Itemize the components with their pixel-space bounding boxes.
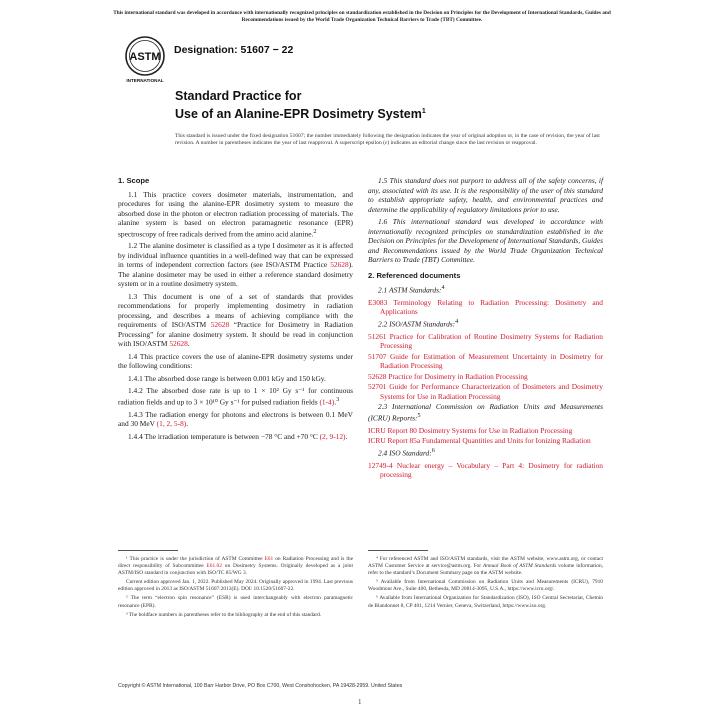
para-1-6: 1.6 This international standard was developed in accordance with internationally recognized principles on standardization established in the Decision on Principles for the Development of International Standards, Guides and Recommendations issued by the World Trade Organization Technical Barriers to Trade (TBT) Committee. [368,217,603,264]
document-title [175,89,426,122]
para-1-2 [118,241,353,289]
reference-entry [368,436,603,446]
reference-entry [368,352,603,371]
reference-entry [368,372,603,382]
footnote-4-text-a: ⁴ For referenced ASTM and ISO/ASTM standards, visit the ASTM website, www.astm.org, or contact ASTM Customer Service at service@astm.org. For [368,556,603,570]
reference-title-link[interactable]: Fundamental Quantities and Units for Ionizing Radiation [422,436,591,446]
reference-code-link[interactable]: 52701 [368,382,387,392]
reference-title-link[interactable]: Practice for Calibration of Routine Dosimetry Systems for Radiation Processing [380,331,603,351]
icru-ref-list [368,426,603,446]
para-1-4-3-text-b: . [186,419,189,429]
bib-link[interactable]: (2, 9-12) [319,431,346,441]
astm-ref-list [368,298,603,317]
para-1-3 [118,292,353,349]
footnote-4-text-b: volume information, refer to the standard’s Document Summary page on the ASTM website. [368,563,603,577]
right-column [368,176,603,481]
para-1-3-text-b: “Practice for Dosimetry in Radiation Processing” for alanine dosimetry system. It should be read in conjunction with ISO/ASTM [118,320,354,349]
ref-link-52628[interactable]: 52628 [330,260,349,270]
footnote-mark-4[interactable]: 4 [455,318,459,325]
bib-link[interactable]: (1, 2, 5-8) [156,419,187,429]
isoastm-standards-label-text: 2.2 ISO/ASTM Standards: [378,319,456,329]
title-footnote-mark[interactable]: 1 [421,108,426,115]
footnote-4 [368,556,603,577]
referenced-documents-heading: 2. Referenced documents [368,270,461,280]
icru-reports-label-text: 2.3 International Commission on Radiation Units and Measurements (ICRU) Reports: [368,402,603,423]
para-1-2-text-b: ). The alanine dosimeter may be used in either a reference standard dosimetry system or in a routine dosimetry system. [118,260,353,289]
para-1-4-4 [118,432,353,442]
footnote-6: ⁶ Available from International Organization for Standardization (ISO), ISO Central Secretariat, Chemin de Blandonnet 8, CP 401, 1214 Vernier, Geneva, Switzerland, https://www.iso.org. [368,595,603,609]
reference-entry [368,298,603,317]
astm-standards-label-text: 2.1 ASTM Standards: [378,285,442,295]
logo-subtext: INTERNATIONAL [126,78,164,83]
reference-code-link[interactable]: E3083 [368,297,388,307]
footnote-3: ³ The boldface numbers in parentheses refer to the bibliography at the end of this standard. [126,611,322,618]
title-text: Use of an Alanine-EPR Dosimetry System [175,107,422,122]
astm-logo-icon [120,34,170,84]
reference-code-link[interactable]: 51261 [368,331,387,341]
para-1-4: 1.4 This practice covers the use of alanine-EPR dosimetry systems under the following conditions: [118,351,353,371]
copyright-line: Copyright © ASTM International, 100 Barr Harbor Drive, PO Box C700, West Conshohocken, PA 19428-2959. United States [118,683,403,689]
footnote-1 [118,556,353,577]
reference-entry [368,332,603,351]
footnote-mark-6[interactable]: 6 [431,447,435,454]
reference-entry [368,461,603,480]
reference-title-link[interactable]: Practice for Dosimetry in Radiation Processing [388,371,528,381]
logo-text: ASTM [129,51,161,63]
reference-code-link[interactable]: 51707 [368,351,387,361]
ref-link-52628[interactable]: 52628 [210,320,230,330]
para-1-4-2-text-b: . [334,397,337,407]
footnote-mark-3[interactable]: 3 [336,396,340,403]
para-1-1-text: 1.1 This practice covers dosimeter materials, instrumentation, and procedures for using the alanine-EPR dosimetry system to measure the absorbed dose in the photon or electron radiation processing of materials. The alanine system is based on electron paramagnetic resonance (EPR) spectroscopy of free radicals derived from the amino acid alanine. [118,189,353,238]
para-1-4-1: 1.4.1 The absorbed dose range is between 0.001 kGy and 150 kGy. [128,373,326,383]
iso-standard-label-text: 2.4 ISO Standard: [378,448,432,458]
isoastm-standards-label [368,318,603,329]
footnote-1-text-b: on Radiation Processing and is the direct responsibility of Subcommittee [118,556,353,570]
para-1-3-text-c: . [187,339,190,349]
ref-link-52628[interactable]: 52628 [169,339,188,349]
reference-title-link[interactable]: Guide for Estimation of Measurement Uncertainty in Dosimetry for Radiation Processing [380,351,603,371]
footnotes-left [118,556,353,621]
reference-title-link[interactable]: Guide for Performance Characterization of Dosimeters and Dosimetry Systems for Use in Radiation Processing [380,382,603,401]
reference-title-link[interactable]: Terminology Relating to Radiation Processing: Dosimetry and Applications [380,297,603,317]
left-column [118,176,353,444]
reference-title-link[interactable]: Nuclear energy – Vocabulary – Part 4: Dosimetry for radiation processing [380,460,603,480]
reference-entry [368,382,603,401]
tbt-notice: This international standard was developed in accordance with internationally recognized principles on standardization established in the Decision on Principles for the Development of International Standards, Guides and Recommendations issued by the World Trade Organization Technical Barriers to Trade (TBT) Committee. [113,10,611,23]
reference-entry [368,426,603,436]
reference-code-link[interactable]: ICRU Report 80 [368,425,417,435]
footnote-mark-4[interactable]: 4 [441,285,445,291]
title-line-1: Standard Practice for [175,89,302,103]
issuance-note: This standard is issued under the fixed designation 51607; the number immediately following the designation indicates the year of original adoption or, in the case of revision, the year of last revision. A number in parentheses indicates the year of last reapproval. A superscript epsilon (ε) indicates an editorial change since the last revision or reapproval. [175,133,600,147]
para-1-3-text-a: 1.3 This document is one of a set of standards that provides recommendations for properly implementing dosimetry in radiation processing, and describes a means of achieving compliance with the requirements of ISO/ASTM [118,291,353,330]
reference-code-link[interactable]: 52628 [368,371,387,381]
icru-reports-label [368,402,603,422]
footnotes-right [368,556,603,612]
committee-link-e61[interactable]: E61 [264,556,274,562]
para-1-5: 1.5 This standard does not purport to address all of the safety concerns, if any, associated with its use. It is the responsibility of the user of this standard to establish appropriate safety, health, and environmental practices and determine the applicability of regulatory limitations prior to use. [368,176,603,214]
reference-code-link[interactable]: ICRU Report 85a [368,436,421,446]
scope-heading: 1. Scope [118,176,150,185]
para-1-1 [118,190,353,239]
footnote-mark-2[interactable]: 2 [313,228,317,235]
footnote-1-text-c: on Dosimetry Systems. Originally developed as a joint ASTM/ISO standard in conjunction with ISO/TC 85/WG 3. [118,563,353,577]
subcommittee-link-e61-02[interactable]: E61.02 [206,563,222,570]
para-1-2-text-a: 1.2 The alanine dosimeter is classified as a type I dosimeter as it is affected by individual influence quantities in a well-defined way that can be expressed in terms of independent correction factors (see ISO/ASTM Practice [118,241,353,270]
footnote-rule-left [118,550,178,551]
para-1-4-3 [118,410,353,429]
para-1-4-3-text-a: 1.4.3 The radiation energy for photons and electrons is between 0.1 MeV and 30 MeV [118,409,353,429]
designation: Designation: 51607 − 22 [174,44,294,56]
para-1-4-4-text-b: . [345,431,348,441]
bib-link[interactable]: (1-4) [319,397,335,407]
footnote-1-text-a: ¹ This practice is under the jurisdiction of ASTM Committee [126,556,265,562]
page-number: 1 [358,698,362,706]
footnote-1-edition: Current edition approved Jan. 1, 2022. Published May 2024. Originally approved in 1994. Last previous edition approved in 2013 as ISO/ASTM 51607:2013(E). DOI: 10.1520/51607-22. [118,579,353,593]
para-1-4-2 [118,386,353,406]
para-1-4-2-text-a: 1.4.2 The absorbed dose rate is up to 1 × 10² Gy s⁻¹ for continuous radiation fields and up to 3 × 10¹⁰ Gy s⁻¹ for pulsed radiation fields [118,386,353,407]
iso-ref-list [368,461,603,480]
reference-title-link[interactable]: Dosimetry Systems for Use in Radiation Processing [418,425,573,435]
reference-code-link[interactable]: 12749-4 [368,460,393,470]
footnote-rule-right [368,550,428,551]
footnote-5: ⁵ Available from International Commission on Radiation Units and Measurements (ICRU), 7910 Woodmont Ave., Suite 400, Bethesda, MD 20814-3095, U.S.A., https://www.icru.org/. [368,579,603,593]
isoastm-ref-list [368,332,603,402]
astm-standards-label [368,284,603,295]
para-1-4-4-text-a: 1.4.4 The irradiation temperature is between −78 °C and +70 °C [128,431,320,441]
title-line-2 [175,104,426,122]
iso-standard-label [368,447,603,458]
footnote-4-italic: Annual Book of ASTM Standards [482,563,557,570]
footnote-2: ² The term “electron spin resonance” (ESR) is used interchangeably with electron paramagnetic resonance (EPR). [118,595,353,609]
footnote-mark-5[interactable]: 5 [417,412,421,419]
